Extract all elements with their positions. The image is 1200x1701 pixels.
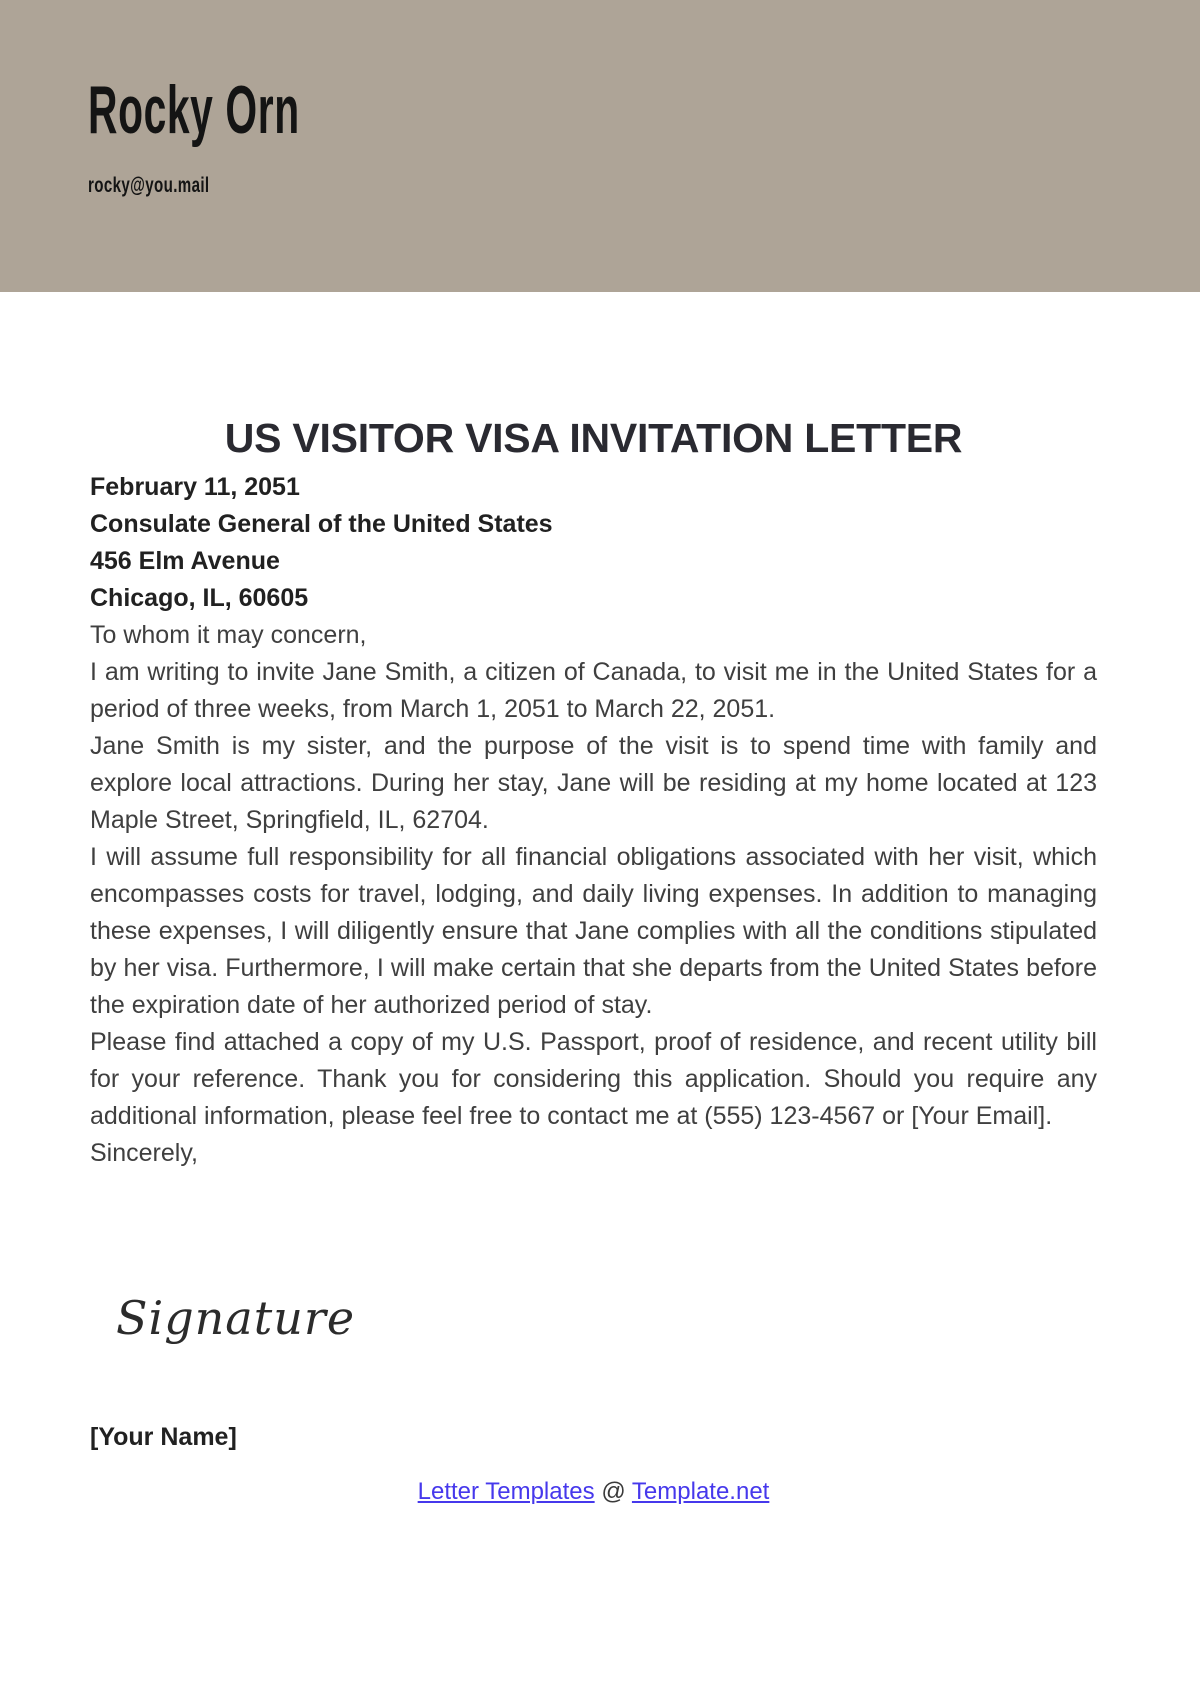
letter-title: US VISITOR VISA INVITATION LETTER	[224, 415, 963, 461]
letterhead	[0, 0, 1200, 292]
recipient-line: Consulate General of the United States	[90, 510, 553, 538]
template-net-link[interactable]: Template.net	[631, 1478, 770, 1505]
footer-attribution	[90, 1477, 1097, 1507]
salutation: To whom it may concern,	[90, 621, 367, 649]
footer-separator: @	[601, 1478, 626, 1505]
letter-body	[0, 416, 1200, 1507]
closing: Sincerely,	[90, 1139, 198, 1167]
letter-date: February 11, 2051	[90, 473, 300, 501]
recipient-line: 456 Elm Avenue	[90, 547, 280, 575]
sender-display-name: Rocky Orn	[88, 72, 300, 148]
paragraph: Jane Smith is my sister, and the purpose of the visit is to spend time with family and explore local attractions. During her stay, Jane will be residing at my home located at 123 Maple Street, Springfield, IL, 62704.	[90, 732, 1097, 834]
sender-email: rocky@you.mail	[88, 174, 210, 197]
sender-typed-name: [Your Name]	[90, 1423, 237, 1451]
letter-templates-link[interactable]: Letter Templates	[417, 1478, 595, 1505]
signature-script: Signature	[116, 1291, 356, 1345]
recipient-line: Chicago, IL, 60605	[90, 584, 309, 612]
paragraph: I am writing to invite Jane Smith, a citizen of Canada, to visit me in the United States for a period of three weeks, from March 1, 2051 to March 22, 2051.	[90, 658, 1097, 723]
paragraph: Please find attached a copy of my U.S. Passport, proof of residence, and recent utility bill for your reference. Thank you for considering this application. Should you require any additional information, please feel free to contact me at (555) 123-4567 or [Your Email].	[90, 1028, 1097, 1130]
address-block	[90, 469, 1097, 617]
paragraph: I will assume full responsibility for all financial obligations associated with her visit, which encompasses costs for travel, lodging, and daily living expenses. In addition to managing these expenses, I will diligently ensure that Jane complies with all the conditions stipulated by her visa. Furthermore, I will make certain that she departs from the United States before the expiration date of her authorized period of stay.	[90, 843, 1097, 1019]
